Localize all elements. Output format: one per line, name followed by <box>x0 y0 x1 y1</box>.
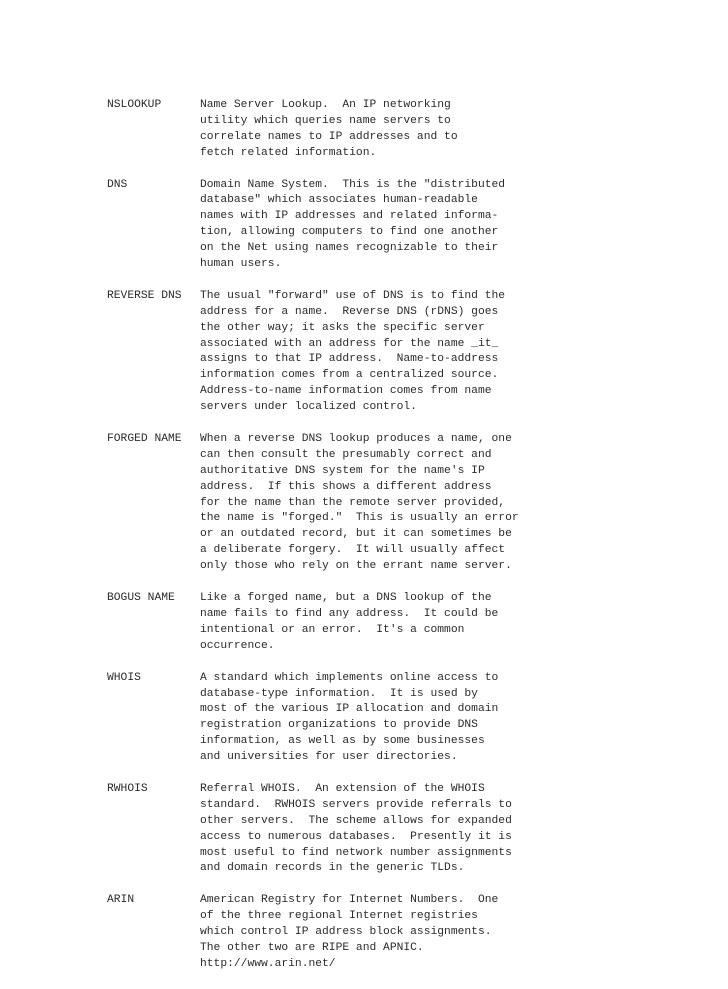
definition-line: or an outdated record, but it can sometimes be <box>200 528 512 541</box>
definition-line: American Registry for Internet Numbers. One <box>200 894 499 907</box>
glossary-term: FORGED NAME <box>107 433 182 446</box>
glossary-entry-reverse-dns <box>107 289 707 416</box>
definition-line: and domain records in the generic TLDs. <box>200 862 465 875</box>
glossary-entry-forged-name <box>107 432 707 575</box>
glossary-entry-arin <box>107 893 707 972</box>
definition-line: information, as well as by some businesses <box>200 735 485 748</box>
glossary-entry-whois <box>107 671 707 766</box>
definition-line: authoritative DNS system for the name's IP <box>200 464 485 477</box>
glossary-term: WHOIS <box>107 671 141 684</box>
definition-line: for the name than the remote server provided, <box>200 496 506 509</box>
glossary-term: RWHOIS <box>107 782 148 795</box>
definition-line: database-type information. It is used by <box>200 687 478 700</box>
glossary-definition <box>200 98 707 162</box>
definition-line: correlate names to IP addresses and to <box>200 130 458 143</box>
definition-line: most useful to find network number assignments <box>200 846 512 859</box>
definition-line: human users. <box>200 258 282 271</box>
glossary-entry-bogus-name <box>107 591 707 655</box>
definition-line: the other way; it asks the specific server <box>200 321 485 334</box>
definition-line: assigns to that IP address. Name-to-address <box>200 353 499 366</box>
definition-line: other servers. The scheme allows for expanded <box>200 814 512 827</box>
glossary-definition <box>200 432 707 575</box>
definition-line: database" which associates human-readable <box>200 194 478 207</box>
definition-line: Name Server Lookup. An IP networking <box>200 99 451 111</box>
glossary-definition <box>200 591 707 655</box>
glossary-term: ARIN <box>107 894 135 907</box>
glossary-term: REVERSE DNS <box>107 289 182 302</box>
definition-line: of the three regional Internet registries <box>200 910 478 923</box>
definition-line: which control IP address block assignments. <box>200 926 492 939</box>
definition-line: A standard which implements online access to <box>200 671 499 684</box>
definition-line: only those who rely on the errant name server. <box>200 560 512 573</box>
glossary-definition <box>200 178 707 273</box>
glossary-definition <box>200 893 707 972</box>
definition-line: address. If this shows a different address <box>200 480 492 493</box>
definition-line: registration organizations to provide DNS <box>200 719 478 732</box>
glossary-definition <box>200 671 707 766</box>
definition-line: address for a name. Reverse DNS (rDNS) goes <box>200 305 499 318</box>
definition-line: Address-to-name information comes from name <box>200 385 492 398</box>
glossary-term: NSLOOKUP <box>107 99 162 111</box>
definition-line: occurrence. <box>200 639 275 652</box>
glossary-entry-dns <box>107 178 707 273</box>
definition-line: The usual "forward" use of DNS is to find the <box>200 289 506 302</box>
definition-line: Like a forged name, but a DNS lookup of the <box>200 592 492 605</box>
definition-line: fetch related information. <box>200 146 377 159</box>
definition-line: most of the various IP allocation and domain <box>200 703 499 716</box>
definition-line: and universities for user directories. <box>200 751 458 764</box>
definition-line: name fails to find any address. It could be <box>200 607 499 620</box>
definition-line: When a reverse DNS lookup produces a name, one <box>200 433 512 446</box>
definition-line: a deliberate forgery. It will usually affect <box>200 544 506 557</box>
definition-line: the name is "forged." This is usually an error <box>200 512 519 525</box>
glossary-entry-rwhois <box>107 782 707 877</box>
definition-line: servers under localized control. <box>200 401 417 414</box>
glossary-term: BOGUS NAME <box>107 592 175 605</box>
definition-line: intentional or an error. It's a common <box>200 623 465 636</box>
glossary <box>107 98 707 989</box>
definition-line: The other two are RIPE and APNIC. <box>200 941 424 954</box>
definition-line: Domain Name System. This is the "distributed <box>200 178 506 191</box>
glossary-entry-nslookup <box>107 98 707 162</box>
definition-url[interactable]: http://www.arin.net/ <box>200 957 336 970</box>
definition-line: information comes from a centralized source. <box>200 369 499 382</box>
definition-line: access to numerous databases. Presently it is <box>200 830 512 843</box>
glossary-definition <box>200 782 707 877</box>
definition-line: Referral WHOIS. An extension of the WHOIS <box>200 782 485 795</box>
definition-line: utility which queries name servers to <box>200 114 451 127</box>
glossary-term: DNS <box>107 178 128 191</box>
definition-line: tion, allowing computers to find one another <box>200 226 499 239</box>
definition-line: can then consult the presumably correct and <box>200 448 492 461</box>
definition-line: on the Net using names recognizable to their <box>200 242 499 255</box>
definition-line: standard. RWHOIS servers provide referrals to <box>200 798 512 811</box>
definition-line: associated with an address for the name _it_ <box>200 337 499 350</box>
definition-line: names with IP addresses and related informa- <box>200 210 499 223</box>
glossary-definition <box>200 289 707 416</box>
